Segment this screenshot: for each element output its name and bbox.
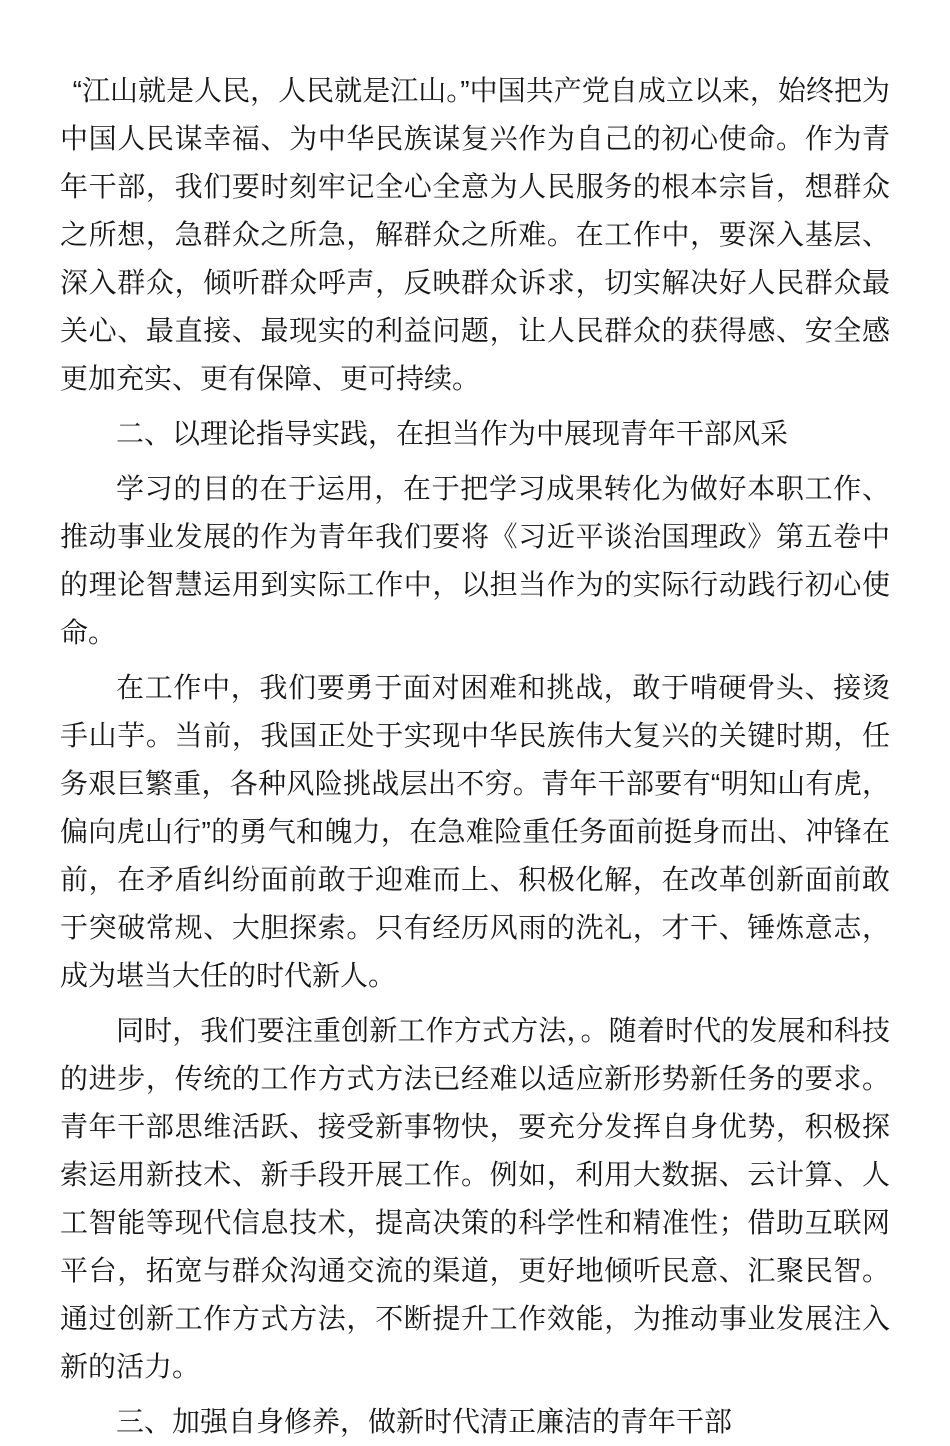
paragraph-jiangshan-renmin: “江山就是人民，人民就是江山。”中国共产党自成立以来，始终把为中国人民谋幸福、为中华民族谋复兴作为自己的初心使命。作为青年干部，我们要时刻牢记全心全意为人民服务的根本宗旨，想群众之所想，急群众之所急，解群众之所难。在工作中，要深入基层、深入群众，倾听群众呼声，反映群众诉求，切实解决好人民群众最关心、最直接、最现实的利益问题，让人民群众的获得感、安全感更加充实、更有保障、更可持续。 xyxy=(60,75,890,394)
paragraph-face-difficulties: 在工作中，我们要勇于面对困难和挑战，敢于啃硬骨头、接烫手山芋。当前，我国正处于实现中华民族伟大复兴的关键时期，任务艰巨繁重，各种风险挑战层出不穷。青年干部要有“明知山有虎，偏向虎山行”的勇气和魄力，在急难险重任务面前挺身而出、冲锋在前，在矛盾纠纷面前敢于迎难而上、积极化解，在改革创新面前敢于突破常规、大胆探索。只有经历风雨的洗礼，才干、锤炼意志，成为堪当大任的时代新人。 xyxy=(60,672,890,991)
paragraph-innovate-methods: 同时，我们要注重创新工作方式方法，。随着时代的发展和科技的进步，传统的工作方式方法已经难以适应新形势新任务的要求。青年干部思维活跃、接受新事物快，要充分发挥自身优势，积极探索运用新技术、新手段开展工作。例如，利用大数据、云计算、人工智能等现代信息技术，提高决策的科学性和精准性；借助互联网平台，拓宽与群众沟通交流的渠道，更好地倾听民意、汇聚民智。通过创新工作方式方法，不断提升工作效能，为推动事业发展注入新的活力。 xyxy=(60,1015,890,1382)
section-heading-2: 二、以理论指导实践，在担当作为中展现青年干部风采 xyxy=(116,418,789,449)
paragraph-study-application: 学习的目的在于运用，在于把学习成果转化为做好本职工作、推动事业发展的作为青年我们要将《习近平谈治国理政》第五卷中的理论智慧运用到实际工作中，以担当作为的实际行动践行初心使命。 xyxy=(60,473,890,648)
section-heading-3: 三、加强自身修养，做新时代清正廉洁的青年干部 xyxy=(116,1406,733,1437)
